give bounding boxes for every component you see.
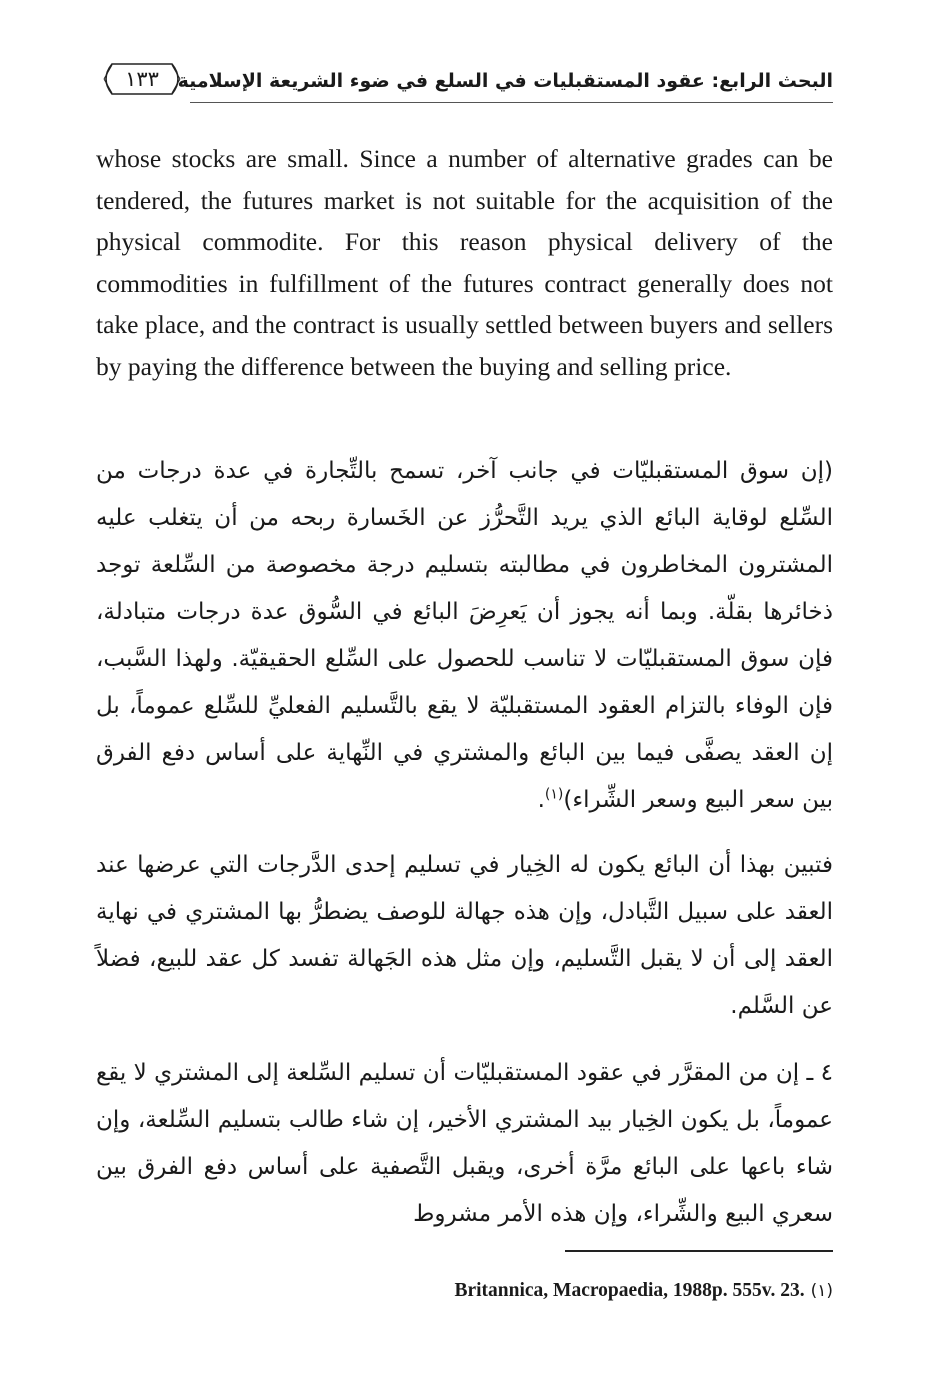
footnote-marker: (١): [810, 1281, 833, 1301]
footnote-text: Britannica, Macropaedia, 1988p. 555v. 23.: [454, 1280, 805, 1301]
arabic-paragraph-1: [96, 448, 833, 824]
footnote: [454, 1280, 833, 1302]
arabic-paragraph-3: ٤ ـ إن من المقرَّر في عقود المستقبليّات أن تسليم السِّلعة إلى المشتري لا يقع عموماً، بل يكون الخِيار بيد المشتري الأخير، إن شاء طالب بتسليم السِّلعة، وإن شاء باعها على البائع مرَّة أخرى، ويقبل التَّصفية على أساس دفع الفرق بين سعري البيع والشِّراء، وإن هذه الأمر مشروط: [96, 1060, 833, 1227]
footnote-reference: (١): [544, 786, 564, 803]
running-head: البحث الرابع: عقود المستقبليات في السلع في ضوء الشريعة الإسلامية: [177, 70, 833, 92]
page-header: [98, 56, 833, 106]
header-rule: [190, 102, 833, 103]
arabic-paragraph-2: فتبين بهذا أن البائع يكون له الخِيار في تسليم إحدى الدَّرجات التي عرضها عند العقد على سبيل التَّبادل، وإن هذه جهالة للوصف يضطرُّ بها المشتري في نهاية العقد إلى أن لا يقبل التَّسليم، وإن مثل هذه الجَهالة تفسد كل عقد للبيع، فضلاً عن السَّلم.: [96, 852, 833, 1019]
arabic-point-4-paragraph: [96, 1050, 833, 1238]
arabic-translation-paragraph: [96, 448, 833, 824]
english-paragraph: whose stocks are small. Since a number of alternative grades can be tendered, the futures market is not suitable for the acquisition of the physical commodite. For this reason physical delivery of the commodities in fulfillment of the futures contract generally does not take place, and the contract is usually settled between buyers and sellers by paying the difference between the buying and selling price.: [96, 144, 833, 381]
arabic-paragraph-1-end: .: [537, 787, 545, 813]
english-quotation: [96, 138, 833, 388]
arabic-paragraph-1-text: (إن سوق المستقبليّات في جانب آخر، تسمح بالتِّجارة في عدة درجات من السِّلع لوقاية البائع الذي يريد التَّحرُّز عن الخَسارة ربحه من أن يتغلب عليه المشترون المخاطرون في مطالبته بتسليم درجة مخصوصة من السِّلعة توجد ذخائرها بقلّة. وبما أنه يجوز أن يَعرِضَ البائع في السُّوق عدة درجات متبادلة، فإن سوق المستقبليّات لا تناسب للحصول على السِّلع الحقيقيّة. ولهذا السَّبب، فإن الوفاء بالتزام العقود المستقبليّة لا يقع بالتَّسليم الفعليِّ للسِّلع عموماً، بل إن العقد يصفَّى فيما بين البائع والمشتري في النِّهاية على أساس دفع الفرق بين سعر البيع وسعر الشِّراء): [96, 458, 833, 813]
page-number-badge: [98, 62, 186, 96]
page-number: ١٣٣: [125, 67, 159, 91]
footnote-rule: [565, 1250, 833, 1252]
arabic-commentary-paragraph: [96, 842, 833, 1030]
